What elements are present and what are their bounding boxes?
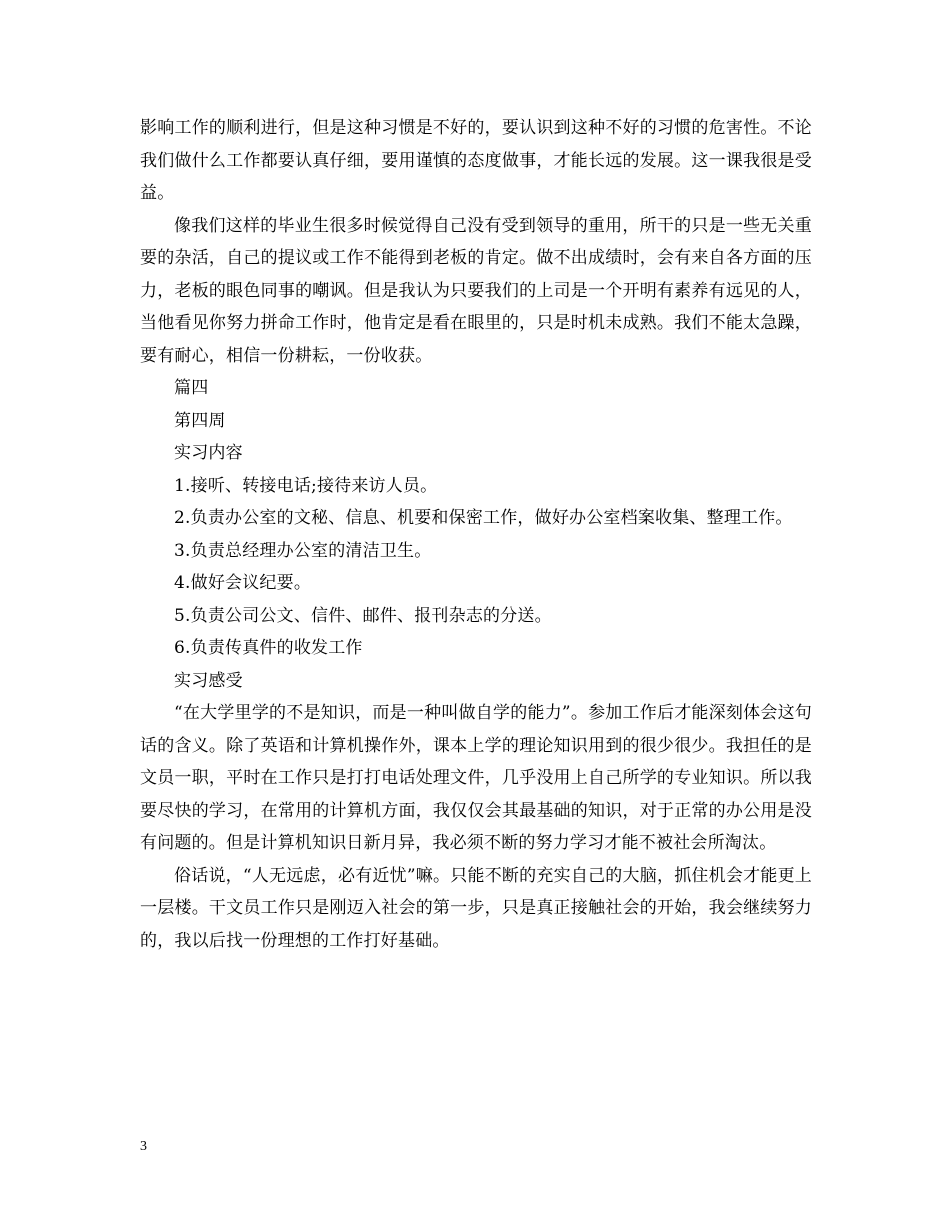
paragraph: 影响工作的顺利进行，但是这种习惯是不好的，要认识到这种不好的习惯的危害性。不论我们做什么工作都要认真仔细，要用谨慎的态度做事，才能长远的发展。这一课我很是受益。 bbox=[140, 118, 812, 203]
paragraph: 像我们这样的毕业生很多时候觉得自己没有受到领导的重用，所干的只是一些无关重要的杂活，自己的提议或工作不能得到老板的肯定。做不出成绩时，会有来自各方面的压力，老板的眼色同事的嘲讽。但是我认为只要我们的上司是一个开明有素养有远见的人，当他看见你努力拼命工作时，他肯定是看在眼里的，只是时机未成熟。我们不能太急躁，要有耐心，相信一份耕耘，一份收获。 bbox=[140, 215, 812, 366]
paragraph: 俗话说，“人无远虑，必有近忧”嘛。只能不断的充实自己的大脑，抓住机会才能更上一层楼。干文员工作只是刚迈入社会的第一步，只是真正接触社会的开始，我会继续努力的，我以后找一份理想的工作打好基础。 bbox=[140, 865, 812, 951]
week-heading: 第四周 bbox=[174, 410, 226, 431]
subheading-internship-feelings: 实习感受 bbox=[174, 670, 243, 691]
list-item: 3.负责总经理办公室的清洁卫生。 bbox=[174, 540, 432, 561]
subheading-internship-content: 实习内容 bbox=[174, 443, 243, 463]
list-item: 6.负责传真件的收发工作 bbox=[174, 638, 363, 658]
paragraph: “在大学里学的不是知识，而是一种叫做自学的能力”。参加工作后才能深刻体会这句话的含义。除了英语和计算机操作外，课本上学的理论知识用到的很少很少。我担任的是文员一职，平时在工作只是打打电话处理文件，几乎没用上自己所学的专业知识。所以我要尽快的学习，在常用的计算机方面，我仅仅会其最基础的知识，对于正常的办公用是没有问题的。但是计算机知识日新月异，我必须不断的努力学习才能不被社会所淘汰。 bbox=[140, 703, 812, 853]
list-item: 4.做好会议纪要。 bbox=[174, 573, 312, 593]
document-body bbox=[140, 112, 812, 957]
list-item: 1.接听、转接电话;接待来访人员。 bbox=[174, 475, 438, 496]
page-number: 3 bbox=[140, 1139, 147, 1154]
list-item: 5.负责公司公文、信件、邮件、报刊杂志的分送。 bbox=[174, 605, 552, 626]
list-item: 2.负责办公室的文秘、信息、机要和保密工作，做好办公室档案收集、整理工作。 bbox=[174, 508, 793, 528]
section-heading: 篇四 bbox=[174, 378, 209, 398]
